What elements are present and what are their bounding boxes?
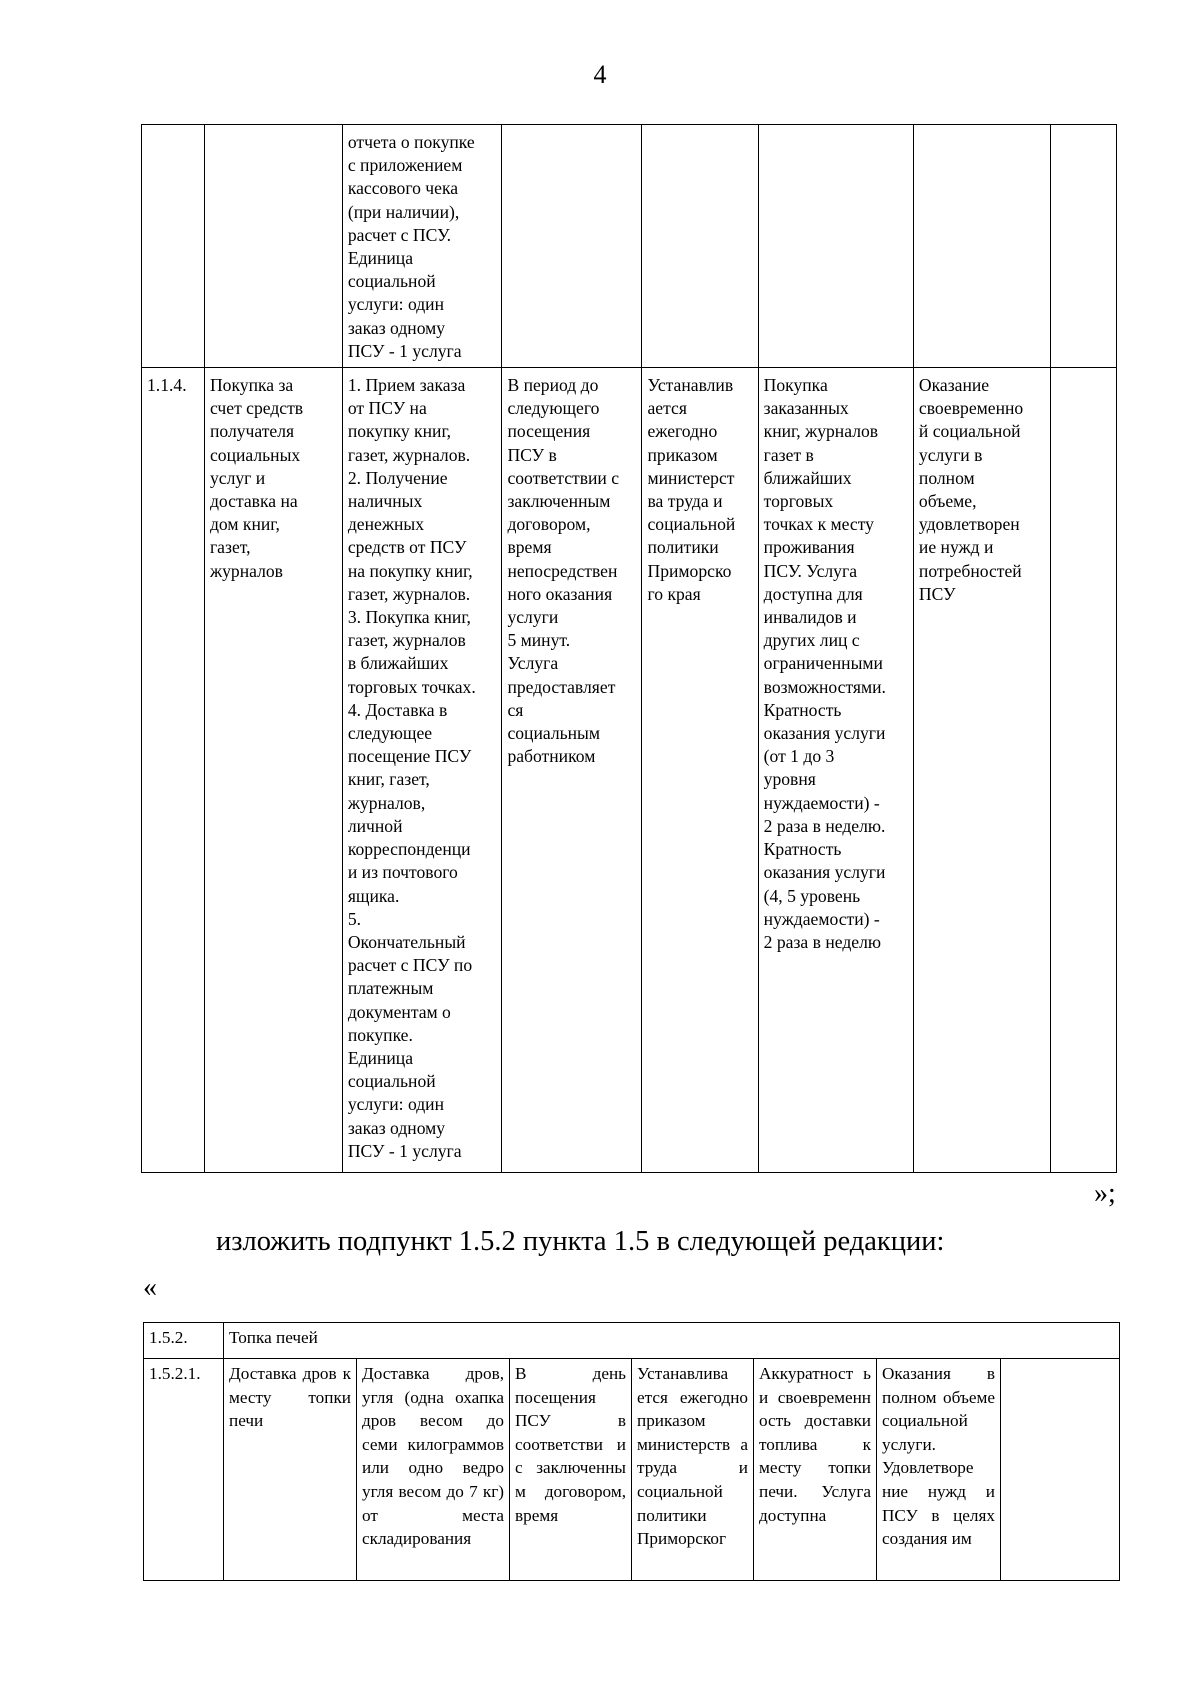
cell-number: 1.5.2.1.	[144, 1359, 224, 1581]
cell-evaluation: Оказания в полном объеме социальной услуги. Удовлетворе ние нужд и ПСУ в целях создания им	[877, 1359, 1001, 1581]
services-table-continued	[141, 124, 1117, 1173]
cell-description: 1. Прием заказа от ПСУ на покупку книг, газет, журналов. 2. Получение наличных денежных средств от ПСУ на покупку книг, газет, журналов. 3. Покупка книг, газет, журналов в ближайших торговых точках. 4. Доставка в следующее посещение ПСУ книг, газет, журналов, личной корреспонденци и из почтового ящика. 5. Окончательный расчет с ПСУ по платежным документам о покупке. Единица социальной услуги: один заказ одному ПСУ - 1 услуга	[342, 368, 502, 1173]
cell-quality: Покупка заказанных книг, журналов газет в ближайших торговых точках к месту проживания ПСУ. Услуга доступна для инвалидов и других лиц с ограниченными возможностями. Кратность оказания услуги (от 1 до 3 уровня нуждаемости) - 2 раза в неделю. Кратность оказания услуги (4, 5 уровень нуждаемости) - 2 раза в неделю	[758, 368, 913, 1173]
cell-timing: В период до следующего посещения ПСУ в соответствии с заключенным договором, время непосредствен ного оказания услуги 5 минут. Услуга предоставляет ся социальным работником	[502, 368, 642, 1173]
stove-heating-table	[143, 1322, 1120, 1581]
cell-extra	[1050, 125, 1116, 368]
cell-quality	[758, 125, 913, 368]
cell-extra	[1050, 368, 1116, 1173]
page-number: 4	[593, 60, 607, 89]
cell-description: Доставка дров, угля (одна охапка дров весом до семи килограммов или одно ведро угля весом до 7 кг) от места складирования	[357, 1359, 510, 1581]
cell-extra	[1001, 1359, 1120, 1581]
cell-timing: В день посещения ПСУ в соответстви и с заключенны м договором, время	[510, 1359, 632, 1581]
section-title: Топка печей	[224, 1323, 1120, 1359]
instruction-text: изложить подпункт 1.5.2 пункта 1.5 в следующей редакции:	[216, 1226, 945, 1257]
cell-number	[142, 125, 205, 368]
cell-number: 1.1.4.	[142, 368, 205, 1173]
closing-quote: »;	[1094, 1178, 1116, 1209]
cell-evaluation: Оказание своевременно й социальной услуги в полном объеме, удовлетворен ие нужд и потребностей ПСУ	[913, 368, 1050, 1173]
table-row	[142, 125, 1117, 368]
cell-description: отчета о покупке с приложением кассового чека (при наличии), расчет с ПСУ. Единица социальной услуги: один заказ одному ПСУ - 1 услуга	[342, 125, 502, 368]
cell-timing	[502, 125, 642, 368]
table-header-row	[144, 1323, 1120, 1359]
table-row	[144, 1359, 1120, 1581]
cell-rate: Устанавлив ается ежегодно приказом министерст ва труда и социальной политики Приморско го края	[642, 368, 758, 1173]
cell-rate	[642, 125, 758, 368]
cell-service-name: Доставка дров к месту топки печи	[224, 1359, 357, 1581]
cell-quality: Аккуратност ь и своевременн ость доставки топлива к месту топки печи. Услуга доступна	[754, 1359, 877, 1581]
cell-evaluation	[913, 125, 1050, 368]
section-number: 1.5.2.	[144, 1323, 224, 1359]
cell-service-name: Покупка за счет средств получателя социальных услуг и доставка на дом книг, газет, журналов	[204, 368, 342, 1173]
opening-quote: «	[143, 1272, 157, 1303]
cell-service-name	[204, 125, 342, 368]
cell-rate: Устанавлива ется ежегодно приказом министерств а труда и социальной политики Приморског	[632, 1359, 754, 1581]
table-row	[142, 368, 1117, 1173]
